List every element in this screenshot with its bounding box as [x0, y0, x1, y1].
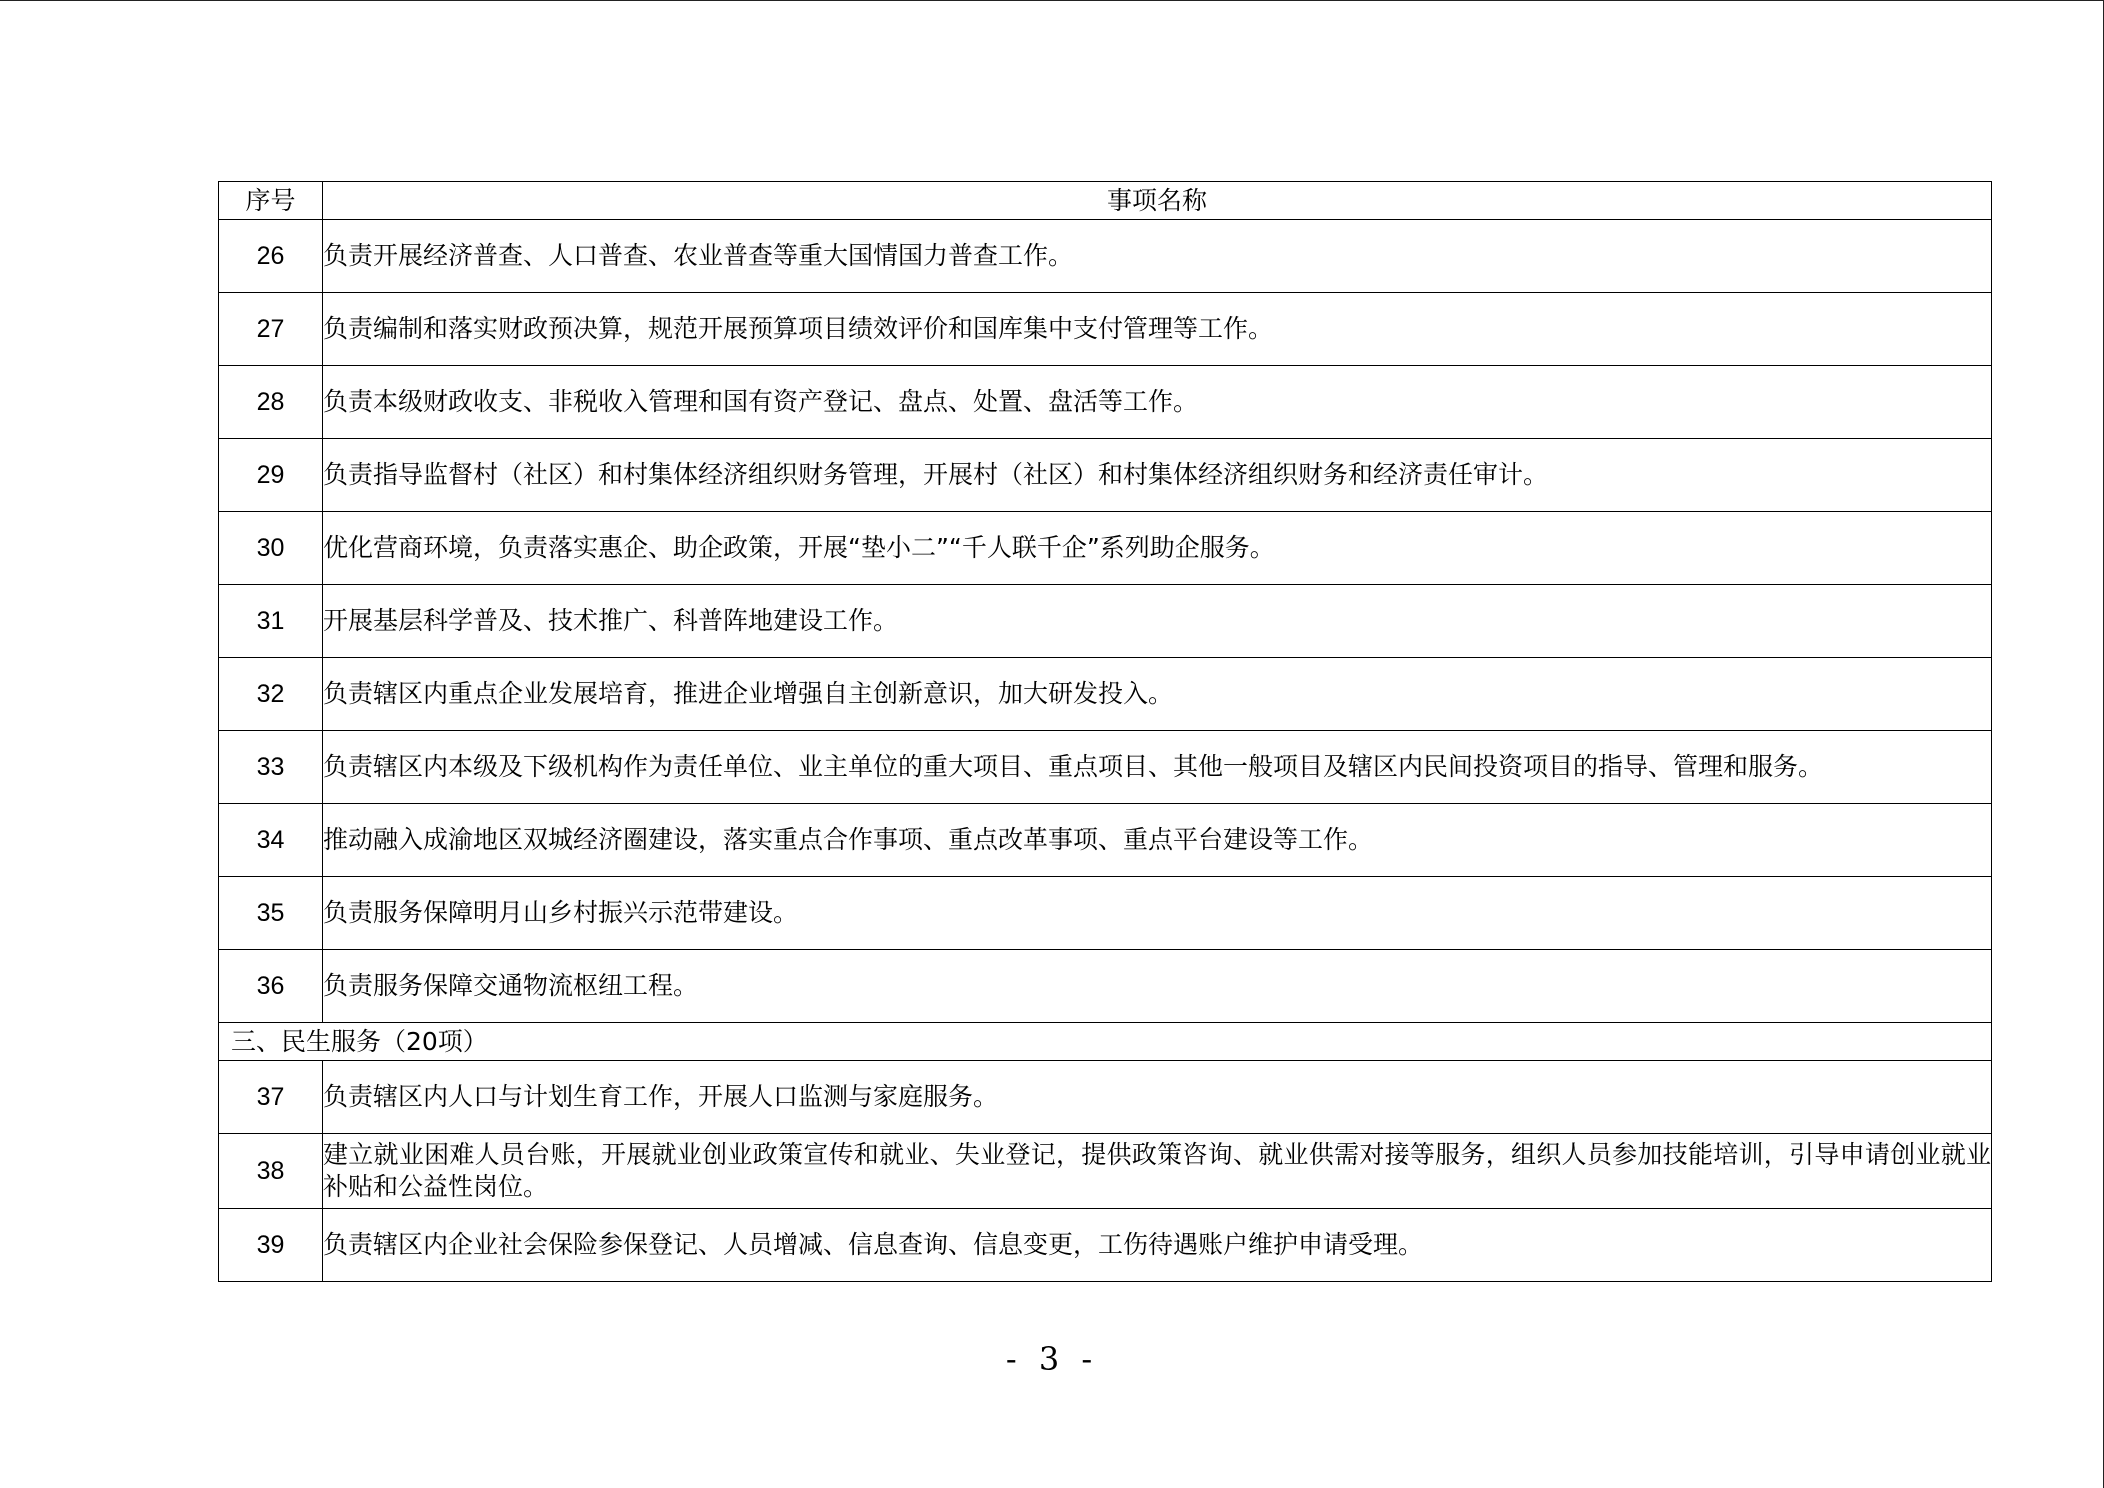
row-name: 负责服务保障明月山乡村振兴示范带建设。 — [323, 877, 1992, 950]
row-name: 负责辖区内人口与计划生育工作，开展人口监测与家庭服务。 — [323, 1061, 1992, 1134]
table-row — [219, 512, 1992, 585]
table-row — [219, 293, 1992, 366]
table-row — [219, 439, 1992, 512]
table-row — [219, 950, 1992, 1023]
row-name: 负责服务保障交通物流枢纽工程。 — [323, 950, 1992, 1023]
row-num: 35 — [219, 877, 323, 950]
table-header-row — [219, 182, 1992, 220]
row-name: 开展基层科学普及、技术推广、科普阵地建设工作。 — [323, 585, 1992, 658]
row-num: 31 — [219, 585, 323, 658]
row-num: 30 — [219, 512, 323, 585]
header-num: 序号 — [219, 182, 323, 220]
row-name: 负责辖区内本级及下级机构作为责任单位、业主单位的重大项目、重点项目、其他一般项目及辖区内民间投资项目的指导、管理和服务。 — [323, 731, 1992, 804]
row-num: 33 — [219, 731, 323, 804]
page-number: - 3 - — [1005, 1340, 1099, 1378]
items-table — [218, 181, 1992, 1282]
row-num: 34 — [219, 804, 323, 877]
table-row — [219, 366, 1992, 439]
row-name: 负责本级财政收支、非税收入管理和国有资产登记、盘点、处置、盘活等工作。 — [323, 366, 1992, 439]
row-num: 28 — [219, 366, 323, 439]
row-num: 29 — [219, 439, 323, 512]
row-name: 推动融入成渝地区双城经济圈建设，落实重点合作事项、重点改革事项、重点平台建设等工作。 — [323, 804, 1992, 877]
table-row — [219, 1209, 1992, 1282]
row-name: 负责开展经济普查、人口普查、农业普查等重大国情国力普查工作。 — [323, 220, 1992, 293]
row-num: 37 — [219, 1061, 323, 1134]
row-name: 负责辖区内企业社会保险参保登记、人员增减、信息查询、信息变更，工伤待遇账户维护申请受理。 — [323, 1209, 1992, 1282]
table-row — [219, 877, 1992, 950]
table-row — [219, 1134, 1992, 1209]
table-row — [219, 658, 1992, 731]
row-num: 38 — [219, 1134, 323, 1209]
section-heading: 三、民生服务（20项） — [219, 1023, 1992, 1061]
table-row — [219, 585, 1992, 658]
row-num: 26 — [219, 220, 323, 293]
row-name: 负责编制和落实财政预决算，规范开展预算项目绩效评价和国库集中支付管理等工作。 — [323, 293, 1992, 366]
row-num: 32 — [219, 658, 323, 731]
table-row — [219, 220, 1992, 293]
table-row — [219, 731, 1992, 804]
page-edge-top — [0, 0, 2104, 1]
header-name: 事项名称 — [323, 182, 1992, 220]
row-num: 27 — [219, 293, 323, 366]
row-name: 负责辖区内重点企业发展培育，推进企业增强自主创新意识，加大研发投入。 — [323, 658, 1992, 731]
row-name: 优化营商环境，负责落实惠企、助企政策，开展“垫小二”“千人联千企”系列助企服务。 — [323, 512, 1992, 585]
table-row — [219, 1061, 1992, 1134]
row-name: 负责指导监督村（社区）和村集体经济组织财务管理，开展村（社区）和村集体经济组织财务和经济责任审计。 — [323, 439, 1992, 512]
table-row — [219, 804, 1992, 877]
row-name: 建立就业困难人员台账，开展就业创业政策宣传和就业、失业登记，提供政策咨询、就业供需对接等服务，组织人员参加技能培训，引导申请创业就业补贴和公益性岗位。 — [323, 1134, 1992, 1209]
row-num: 39 — [219, 1209, 323, 1282]
section-heading-row — [219, 1023, 1992, 1061]
row-num: 36 — [219, 950, 323, 1023]
